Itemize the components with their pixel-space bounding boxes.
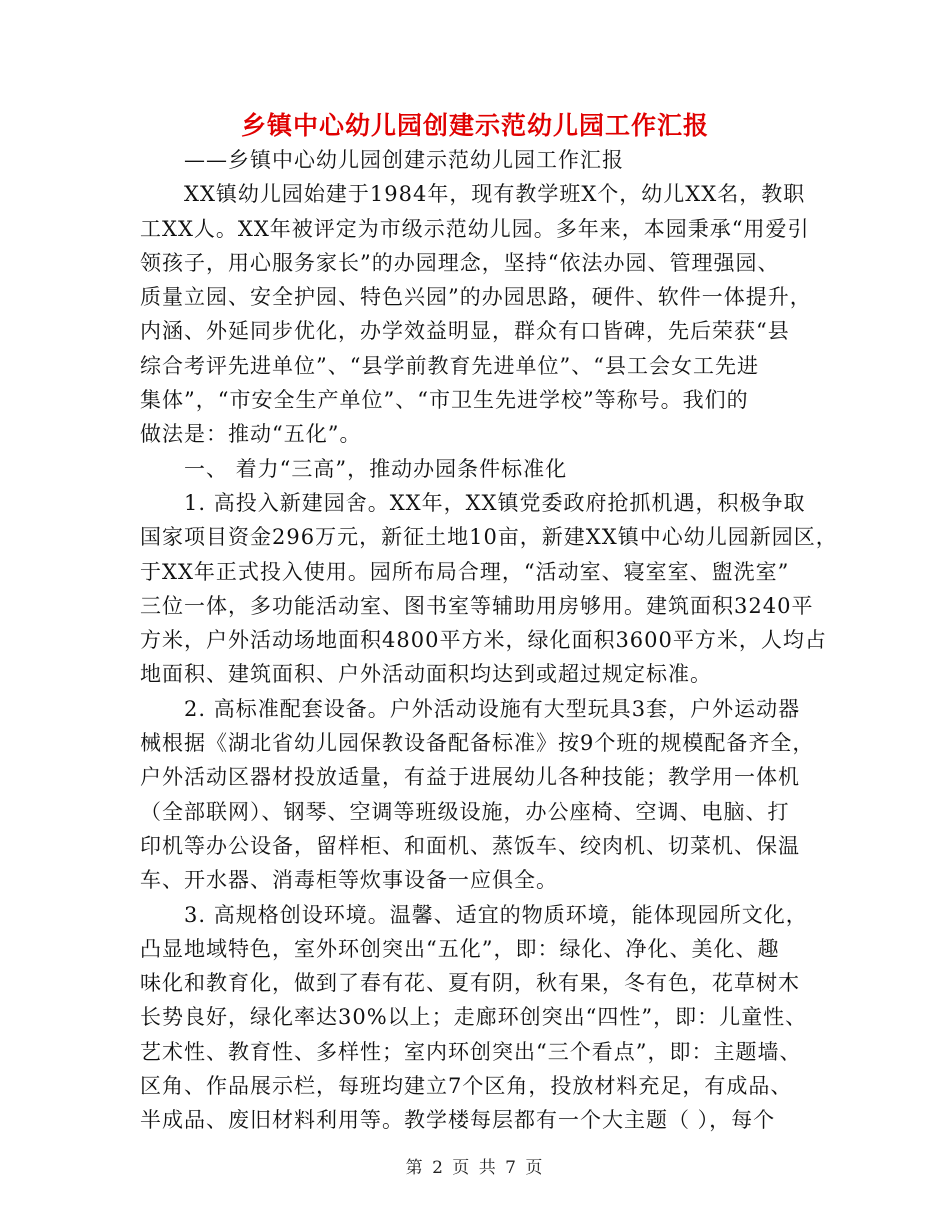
text-line: 方米，户外活动场地面积4800平方米，绿化面积3600平方米，人均占 xyxy=(140,628,827,653)
text-line: 于XX年正式投入使用。园所布局合理，“活动室、寝室室、盥洗室” xyxy=(140,559,790,584)
text-line: 区角、作品展示栏，每班均建立7个区角，投放材料充足，有成品、 xyxy=(140,1074,793,1099)
text-line: 集体”，“市安全生产单位”、“市卫生先进学校”等称号。我们的 xyxy=(140,388,749,413)
text-line: 地面积、建筑面积、户外活动面积均达到或超过规定标准。 xyxy=(140,662,712,687)
text-line: 内涵、外延同步优化，办学效益明显，群众有口皆碑，先后荣获“县 xyxy=(140,319,790,344)
text-line: 领孩子，用心服务家长”的办园理念，坚持“依法办园、管理强园、 xyxy=(140,250,780,275)
text-line: 工XX人。XX年被评定为市级示范幼儿园。多年来，本园秉承“用爱引 xyxy=(140,216,810,241)
text-line: 质量立园、安全护园、特色兴园”的办园思路，硬件、软件一体提升， xyxy=(140,285,812,310)
text-line: 2. 高标准配套设备。户外活动设施有大型玩具3套，户外运动器 xyxy=(184,696,801,721)
document-body xyxy=(140,143,838,1138)
text-line: 国家项目资金296万元，新征土地10亩，新建XX镇中心幼儿园新园区， xyxy=(140,525,838,550)
text-line: 半成品、废旧材料利用等。教学楼每层都有一个大主题（ ），每个 xyxy=(140,1108,776,1133)
text-line: （全部联网）、钢琴、空调等班级设施，办公座椅、空调、电脑、打 xyxy=(140,799,790,824)
text-line: ——乡镇中心幼儿园创建示范幼儿园工作汇报 xyxy=(184,148,624,172)
text-line: 1. 高投入新建园舍。XX年，XX镇党委政府抢抓机遇，积极争取 xyxy=(184,490,806,515)
text-line: 艺术性、教育性、多样性；室内环创突出“三个看点”，即：主题墙、 xyxy=(140,1039,802,1064)
text-line: XX镇幼儿园始建于1984年，现有教学班X个，幼儿XX名，教职 xyxy=(184,182,806,207)
text-line: 味化和教育化，做到了春有花、夏有阴，秋有果，冬有色，花草树木 xyxy=(140,971,800,996)
text-line: 三位一体，多功能活动室、图书室等辅助用房够用。建筑面积3240平 xyxy=(140,593,814,618)
text-line: 械根据《湖北省幼儿园保教设备配备标准》按9个班的规模配备齐全， xyxy=(140,731,815,756)
text-line: 3. 高规格创设环境。温馨、适宜的物质环境，能体现园所文化， xyxy=(184,902,808,927)
text-line: 长势良好，绿化率达30%以上；走廊环创突出“四性”，即：儿童性、 xyxy=(140,1005,808,1030)
text-line: 车、开水器、消毒柜等炊事设备一应俱全。 xyxy=(140,868,558,893)
text-line: 印机等办公设备，留样柜、和面机、蒸饭车、绞肉机、切菜机、保温 xyxy=(140,833,800,858)
page-number-footer: 第 2 页 共 7 页 xyxy=(405,1158,545,1178)
text-line: 凸显地域特色，室外环创突出“五化”，即：绿化、净化、美化、趣 xyxy=(140,936,780,961)
text-line: 综合考评先进单位”、“县学前教育先进单位”、“县工会女工先进 xyxy=(140,353,759,378)
document-title: 乡镇中心幼儿园创建示范幼儿园工作汇报 xyxy=(240,111,709,140)
text-line: 一、 着力“三高”，推动办园条件标准化 xyxy=(184,456,568,481)
text-line: 户外活动区器材投放适量，有益于进展幼儿各种技能；教学用一体机 xyxy=(140,765,800,790)
text-line: 做法是：推动“五化”。 xyxy=(140,422,362,447)
